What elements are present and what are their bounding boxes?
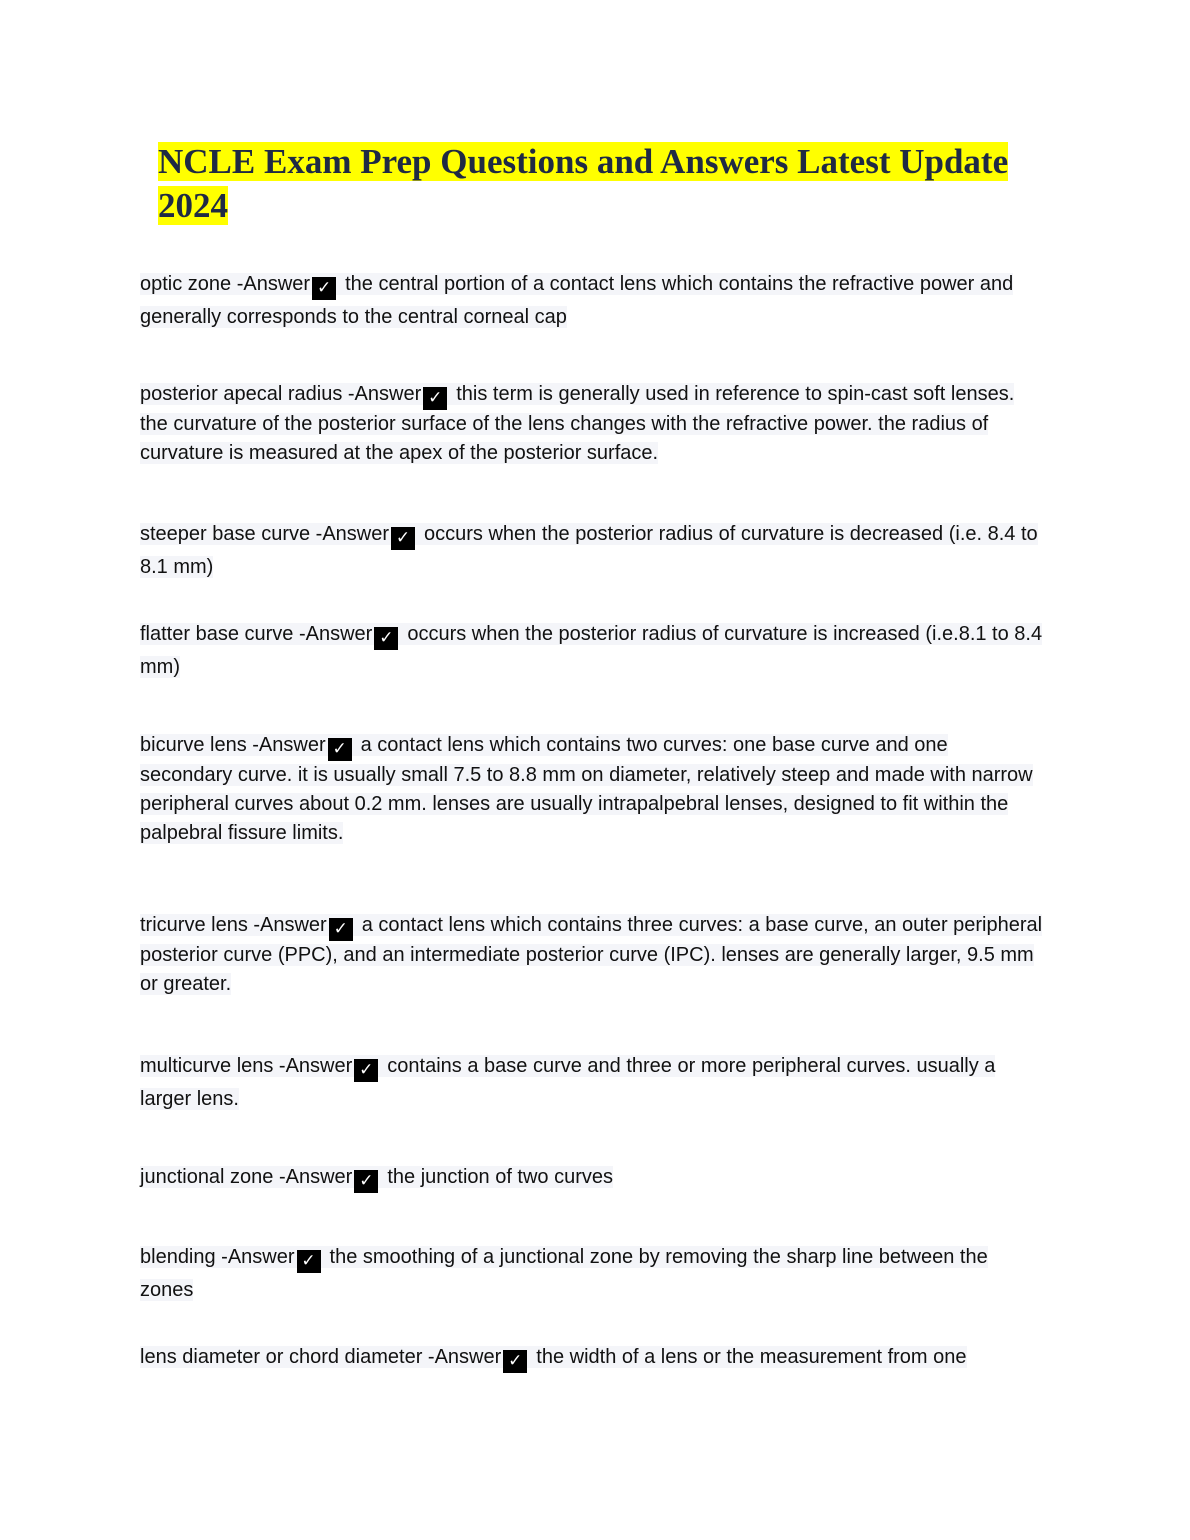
checkmark-icon: ✓ <box>374 627 398 650</box>
qa-definition: occurs when the posterior radius of curvature is decreased (i.e. 8.4 to 8.1 mm) <box>140 523 1038 578</box>
qa-definition: the smoothing of a junctional zone by removing the sharp line between the zones <box>140 1246 988 1301</box>
qa-entry-optic-zone <box>140 268 1045 334</box>
qa-entry-junctional-zone <box>140 1161 1045 1194</box>
checkmark-icon: ✓ <box>354 1059 378 1082</box>
qa-entry-steeper-base-curve <box>140 518 1045 584</box>
qa-definition: a contact lens which contains two curves: one base curve and one secondary curve. it is usually small 7.5 to 8.8 mm on diameter, relatively steep and made with narrow peripheral curves about 0.2 mm. lenses are usually intrapalpebral lenses, designed to fit within the palpebral fissure limits. <box>140 734 1033 844</box>
qa-definition: contains a base curve and three or more peripheral curves. usually a larger lens. <box>140 1055 996 1110</box>
checkmark-icon: ✓ <box>391 527 415 550</box>
qa-term: bicurve lens -Answer <box>140 734 326 756</box>
qa-entry-posterior-apecal-radius <box>140 380 1045 468</box>
qa-term: tricurve lens -Answer <box>140 914 327 936</box>
document-title <box>158 140 1038 228</box>
qa-term: lens diameter or chord diameter -Answer <box>140 1346 502 1368</box>
checkmark-icon: ✓ <box>503 1350 527 1373</box>
qa-term: junctional zone -Answer <box>140 1166 353 1188</box>
qa-definition: the junction of two curves <box>387 1166 614 1188</box>
qa-definition: the width of a lens or the measurement from one <box>536 1346 967 1368</box>
qa-entry-multicurve-lens <box>140 1050 1045 1116</box>
qa-term: posterior apecal radius -Answer <box>140 383 422 405</box>
checkmark-icon: ✓ <box>328 738 352 761</box>
qa-term: blending -Answer <box>140 1246 295 1268</box>
qa-definition: a contact lens which contains three curves: a base curve, an outer peripheral posterior curve (PPC), and an intermediate posterior curve (IPC). lenses are generally larger, 9.5 mm or greater. <box>140 914 1043 995</box>
qa-definition: the central portion of a contact lens which contains the refractive power and generally corresponds to the central corneal cap <box>140 273 1014 328</box>
qa-entry-flatter-base-curve <box>140 618 1045 684</box>
qa-entry-tricurve-lens <box>140 911 1045 999</box>
checkmark-icon: ✓ <box>354 1170 378 1193</box>
checkmark-icon: ✓ <box>423 387 447 410</box>
qa-entry-bicurve-lens <box>140 731 1045 848</box>
qa-term: flatter base curve -Answer <box>140 623 373 645</box>
qa-entry-blending <box>140 1241 1045 1307</box>
checkmark-icon: ✓ <box>312 277 336 300</box>
checkmark-icon: ✓ <box>297 1250 321 1273</box>
checkmark-icon: ✓ <box>329 918 353 941</box>
qa-definition: this term is generally used in reference to spin-cast soft lenses. the curvature of the posterior surface of the lens changes with the refractive power. the radius of curvature is measured at the apex of the posterior surface. <box>140 383 1015 464</box>
document-title-text: NCLE Exam Prep Questions and Answers Latest Update 2024 <box>158 142 1009 225</box>
qa-term: optic zone -Answer <box>140 273 311 295</box>
qa-term: multicurve lens -Answer <box>140 1055 353 1077</box>
qa-entry-lens-diameter <box>140 1341 1045 1374</box>
qa-definition: occurs when the posterior radius of curvature is increased (i.e.8.1 to 8.4 mm) <box>140 623 1043 678</box>
qa-term: steeper base curve -Answer <box>140 523 390 545</box>
